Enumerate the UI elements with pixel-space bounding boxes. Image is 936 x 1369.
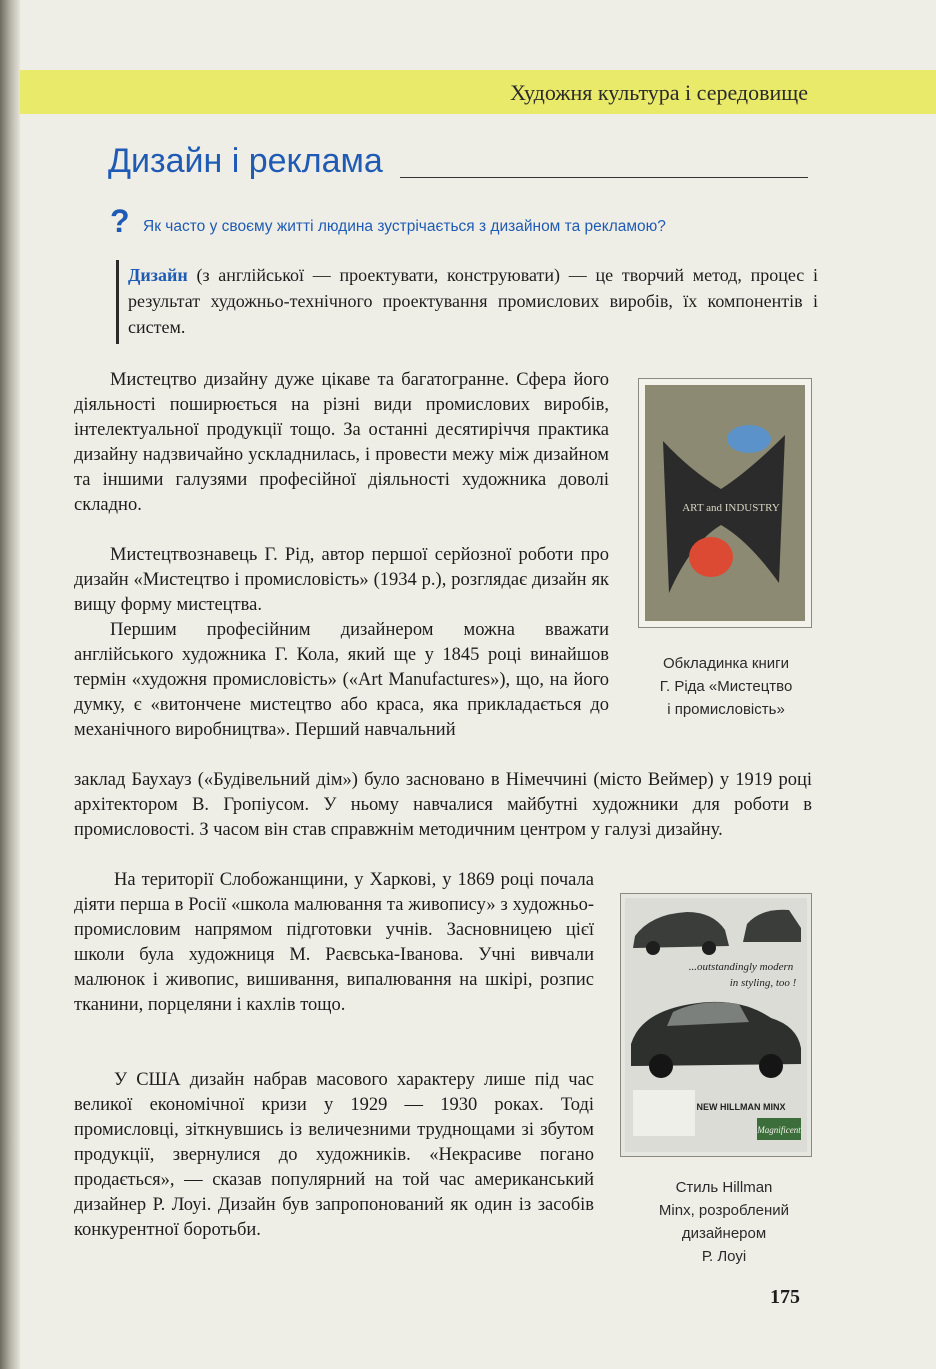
question-mark-icon: ? <box>110 203 130 239</box>
page-number: 175 <box>770 1286 800 1308</box>
paragraph-design-art: Мистецтво дизайну дуже цікаве та багатогранне. Сфера його діяльності поширюється на різні види промислових виробів, інтелектуальної продукції тощо. За останні десятиріччя практика дизайну надзвичайно ускладнилась, і провести межу між дизайном та іншими галузями професійної діяльності художника доволі складно. <box>74 370 609 515</box>
title-underline <box>400 177 808 178</box>
paragraph-bauhaus: заклад Баухауз («Будівельний дім») було засновано в Німеччині (місто Веймер) у 1919 році архітектором В. Гропіусом. У ньому навчалися майбутні художники для роботи в промисловості. З часом він став справжнім методичним центром у галузі дизайну. <box>74 770 812 840</box>
paragraph-kharkiv: На території Слобожанщини, у Харкові, у 1869 році почала діяти перша в Росії «школа малювання та живопису» з художньо-промисловим напрямом підготовки учнів. Засновницею цієї школи була художниця М. Раєвська-Іванова. Учні вивчали малюнок і живопис, вишивання, випалювання на шкірі, розпис тканини, порцеляни і кахлів тощо. <box>74 870 594 1015</box>
ad-text-column <box>633 1090 695 1136</box>
small-car-wheel <box>646 941 660 955</box>
caption-line: Minx, розроблений <box>658 1202 790 1219</box>
ad-slogan-line: in styling, too ! <box>729 977 797 989</box>
section-title: Художня культура і середовище <box>510 80 808 105</box>
book-cover-caption <box>628 652 824 721</box>
main-car-wheel <box>759 1054 783 1078</box>
caption-line: Г. Ріда «Мистецтво <box>659 678 793 695</box>
book-cover-illustration <box>639 379 811 627</box>
page-title: Дизайн і реклама <box>108 142 383 180</box>
ad-badge-text: Magnificent <box>757 1125 801 1135</box>
caption-line: Стиль Hillman <box>675 1179 773 1196</box>
caption-line: Р. Лоуі <box>701 1248 747 1265</box>
cover-title-text: ART and INDUSTRY <box>682 502 780 514</box>
ad-slogan-line: ...outstandingly modern <box>688 961 794 973</box>
cover-blue-shape <box>727 425 771 453</box>
car-advertisement-image <box>620 893 812 1157</box>
main-car-wheel <box>649 1054 673 1078</box>
car-ad-caption <box>626 1176 822 1268</box>
car-ad-illustration <box>621 894 811 1156</box>
definition-text: (з англійської — проектувати, конструювати) — це творчий метод, процес і результат художньо-технічного проектування промислових виробів, їх компонентів і систем. <box>128 265 818 337</box>
definition-block <box>128 262 818 340</box>
caption-line: дизайнером <box>681 1225 767 1242</box>
caption-line: і промисловість» <box>667 701 785 718</box>
definition-bar <box>116 260 119 344</box>
definition-term: Дизайн <box>128 265 188 285</box>
ad-brand-text: NEW HILLMAN MINX <box>696 1102 786 1112</box>
question-text: Як часто у своєму житті людина зустрічається з дизайном та рекламою? <box>143 218 666 235</box>
cover-red-shape <box>689 537 733 577</box>
paragraph-read: Мистецтвознавець Г. Рід, автор першої серйозної роботи про дизайн «Мистецтво і промисловість» (1934 р.), розглядає дизайн як вищу форму мистецтва. <box>74 545 609 615</box>
book-spine-shadow <box>0 0 20 1369</box>
caption-line: Обкладинка книги <box>663 655 789 672</box>
small-car-wheel <box>702 941 716 955</box>
paragraph-cole: Першим професійним дизайнером можна вважати англійського художника Г. Кола, який ще у 1845 році винайшов термін «художня промисловість» («Art Manufactures»), що, на його думку, є «витончене мистецтво або краса, яка прикладається до механічного виробництва». Перший навчальний <box>74 620 609 740</box>
paragraph-usa: У США дизайн набрав масового характеру лише під час великої економічної кризи у 1929 — 1930 роках. Тоді промисловці, зіткнувшись із величезними труднощами зі збутом продукції, звернулися до художників. «Некрасиве погано продається», — сказав популярний на той час американський дизайнер Р. Лоуі. Дизайн був запропонований як один із засобів конкурентної боротьби. <box>74 1070 594 1240</box>
book-cover-image <box>638 378 812 628</box>
